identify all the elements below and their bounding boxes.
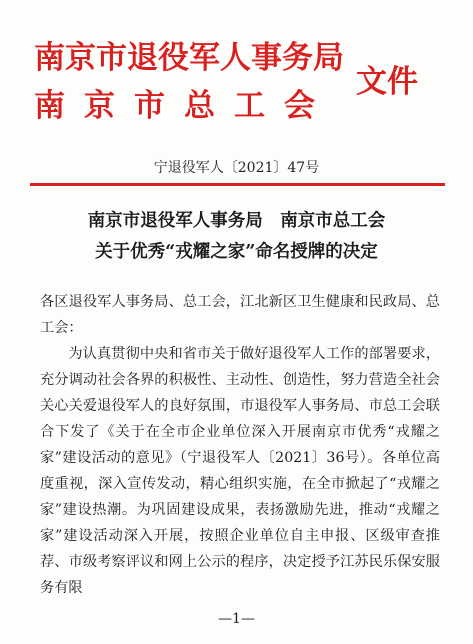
document-title-line-2: 关于优秀“戎耀之家”命名授牌的决定 [95,242,378,262]
salutation: 各区退役军人事务局、总工会，江北新区卫生健康和民政局、总工会： [40,294,440,336]
document-body [40,289,440,601]
red-divider-line [30,183,445,186]
document-title-line-1: 南京市退役军人事务局 南京市总工会 [87,211,386,231]
page-number: —1— [218,611,255,627]
document-header [34,24,444,134]
document-number: 宁退役军人〔2021〕47号 [153,160,320,176]
document-type-label: 文件 [356,64,418,100]
issuer-name-2: 南京市总工会 [34,88,334,124]
body-paragraph: 为认真贯彻中央和省市关于做好退役军人工作的部署要求，充分调动社会各界的积极性、主动性、创造性，努力营造全社会关心关爱退役军人的良好氛围，市退役军人事务局、市总工会联合下发了《关于在全市企业单位深入开展南京市优秀“戎耀之家”建设活动的意见》（宁退役军人〔2021〕36号）。各单位高度重视，深入宣传发动，精心组织实施，在全市掀起了“戎耀之家”建设热潮。为巩固建设成果，表扬激励先进，推动“戎耀之家”建设活动深入开展，按照企业单位自主申报、区级审查推荐、市级考察评议和网上公示的程序，决定授予江苏民乐保安服务有限 [40,346,440,596]
issuer-name-1: 南京市退役军人事务局 [34,40,344,76]
